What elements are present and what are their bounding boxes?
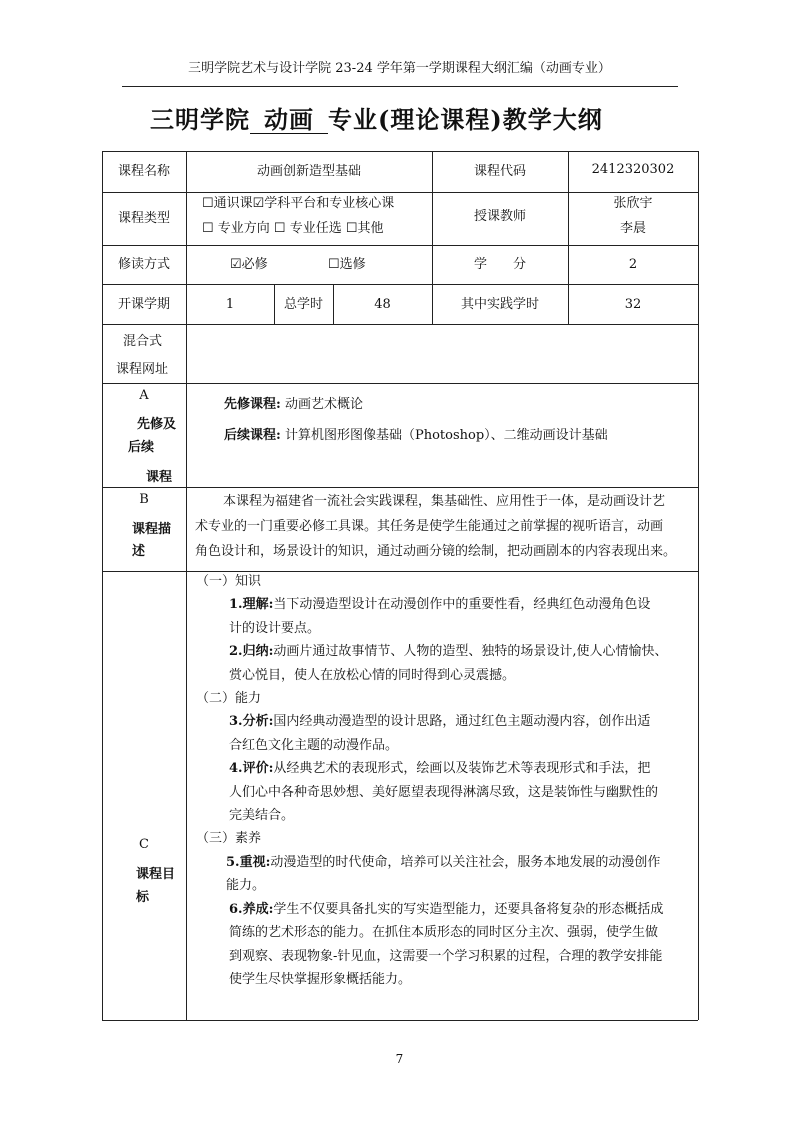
semester-value: 1	[225, 297, 235, 312]
prereq-label: 先修课程:	[224, 397, 281, 412]
col-line	[102, 151, 103, 1020]
follow-line	[224, 427, 608, 445]
objective-item-2-cont: 赏心悦目，使人在放松心情的同时得到心灵震撼。	[229, 667, 516, 683]
follow-value: 计算机图形图像基础（Photoshop）、二维动画设计基础	[284, 428, 608, 443]
objective-heading-knowledge: （一）知识	[196, 574, 262, 589]
course-objectives	[196, 570, 668, 991]
objective-item-6-text: 学生不仅要具备扎实的写实造型能力，还要具备将复杂的形态概括成	[273, 901, 664, 917]
course-code-value: 2412320302	[591, 162, 675, 177]
elective-checkbox: ☐选修	[328, 257, 366, 272]
follow-label: 后续课程:	[224, 428, 281, 443]
row-line	[102, 383, 698, 384]
prereq-line	[224, 396, 363, 414]
row-line	[102, 151, 698, 152]
col-line	[698, 151, 699, 1020]
section-b-label-1: 课程描	[132, 522, 172, 537]
objective-item-5	[196, 851, 668, 874]
teacher-1: 张欣宇	[613, 196, 653, 211]
section-a-label-3: 课程	[146, 470, 173, 485]
objective-item-3-cont: 合红色文化主题的动漫作品。	[229, 737, 399, 753]
objective-item-3	[196, 710, 668, 733]
objective-item-4-cont-1: 人们心中各种奇思妙想、美好愿望表现得淋漓尽致，这是装饰性与幽默性的	[229, 784, 659, 800]
objective-item-2	[196, 640, 668, 663]
study-mode-label: 修读方式	[117, 257, 170, 272]
section-a-label-1: 先修及	[137, 417, 177, 432]
section-a-letter: A	[139, 388, 149, 403]
title-suffix: 专业(理论课程)教学大纲	[328, 105, 603, 134]
section-c-label-1: 课程目	[136, 867, 176, 882]
objective-item-4-cont-2: 完美结合。	[229, 808, 295, 824]
objective-item-5-text: 动漫造型的时代使命，培养可以关注社会，服务本地发展的动漫创作	[270, 854, 661, 870]
title-major: 动画	[250, 107, 328, 134]
course-code-label: 课程代码	[473, 164, 526, 179]
desc-line-3: 角色设计和，场景设计的知识，通过动画分镜的绘制，把动画剧本的内容表现出来。	[195, 544, 677, 559]
section-a-label-2: 后续	[128, 440, 155, 455]
course-type-line-1: ☐通识课☑学科平台和专业核心课	[202, 196, 395, 211]
total-hours-label: 总学时	[283, 297, 323, 312]
page-header: 三明学院艺术与设计学院 23-24 学年第一学期课程大纲汇编（动画专业）	[188, 61, 611, 76]
course-name-label: 课程名称	[117, 164, 170, 179]
objective-item-6-cont-3: 使学生尽快掌握形象概括能力。	[229, 971, 412, 987]
semester-label: 开课学期	[117, 297, 170, 312]
objective-item-3-text: 国内经典动漫造型的设计思路，通过红色主题动漫内容，创作出适	[273, 714, 651, 730]
course-name-value: 动画创新造型基础	[256, 164, 361, 179]
desc-line-2: 术专业的一门重要必修工具课。其任务是使学生能通过之前掌握的视听语言，动画	[195, 519, 664, 534]
page-number: 7	[395, 1052, 404, 1066]
objective-item-1-cont: 计的设计要点。	[229, 620, 321, 636]
teacher-2: 李晨	[619, 221, 646, 236]
total-hours-value: 48	[374, 297, 391, 312]
objective-item-6-cont-2: 到观察、表现物象-针见血，这需要一个学习积累的过程，合理的教学安排能	[229, 948, 663, 964]
objective-item-4	[196, 757, 668, 780]
title-prefix: 三明学院	[150, 105, 250, 134]
objective-item-1-text: 当下动漫造型设计在动漫创作中的重要性看，经典红色动漫角色设	[273, 597, 651, 613]
objective-item-5-cont: 能力。	[226, 878, 266, 894]
teacher-label: 授课教师	[473, 209, 526, 224]
course-type-line-2: ☐ 专业方向 ☐ 专业任选 ☐其他	[202, 221, 384, 236]
prereq-value: 动画艺术概论	[284, 397, 363, 412]
objective-item-2-text: 动画片通过故事情节、人物的造型、独特的场景设计,使人心情愉快、	[273, 644, 668, 660]
row-line	[102, 487, 698, 488]
mixed-label-1: 混合式	[123, 334, 163, 349]
objective-heading-literacy: （三）素养	[196, 831, 262, 847]
section-b-label-2: 述	[132, 544, 146, 559]
objective-item-4-text: 从经典艺术的表现形式，绘画以及装饰艺术等表现形式和手法，把	[273, 761, 651, 777]
objective-item-1	[196, 593, 668, 616]
objective-item-1-label: 1.理解:	[229, 597, 274, 613]
credit-label: 学 分	[473, 257, 526, 272]
objective-item-3-label: 3.分析:	[229, 714, 274, 730]
objective-item-4-label: 4.评价:	[229, 761, 274, 777]
mixed-label-2: 课程网址	[116, 362, 169, 377]
row-line	[102, 192, 698, 193]
objective-item-6-cont-1: 简练的艺术形态的能力。在抓住本质形态的同时区分主次、强弱，使学生做	[229, 925, 659, 941]
objective-heading-ability: （二）能力	[196, 691, 262, 707]
objective-item-6-label: 6.养成:	[229, 901, 274, 917]
row-line	[102, 1020, 698, 1021]
course-type-label: 课程类型	[117, 211, 170, 226]
credit-value: 2	[628, 257, 638, 272]
row-line	[102, 284, 698, 285]
section-c-label-2: 标	[136, 890, 150, 905]
row-line	[102, 324, 698, 325]
objective-item-2-label: 2.归纳:	[229, 644, 274, 660]
practice-hours-label: 其中实践学时	[460, 297, 539, 312]
section-c-letter: C	[139, 837, 149, 852]
objective-item-6	[196, 898, 668, 921]
col-line	[186, 151, 187, 1020]
row-line	[102, 245, 698, 246]
required-checkbox: ☑必修	[230, 257, 268, 272]
section-b-letter: B	[139, 492, 149, 507]
course-description	[195, 489, 676, 564]
desc-line-1: 本课程为福建省一流社会实践课程，集基础性、应用性于一体，是动画设计艺	[223, 494, 666, 509]
objective-item-5-label: 5.重视:	[226, 854, 271, 870]
practice-hours-value: 32	[624, 297, 642, 312]
